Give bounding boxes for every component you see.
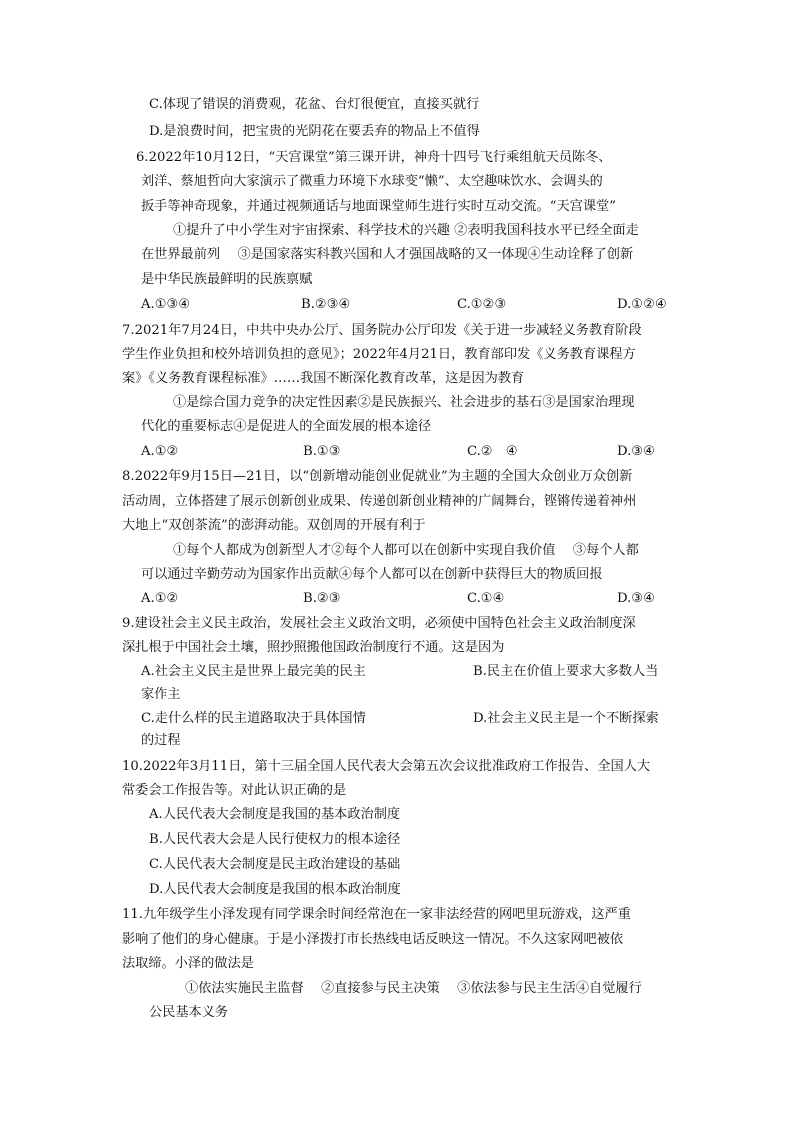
q8-item-line: ①每个人都成为创新型人才②每个人都可以在创新中实现自我价值 ③每个人都	[173, 543, 639, 558]
q10-stem-line: 常委会工作报告等。对此认识正确的是	[122, 783, 347, 798]
q8-stem-line: 活动周，立体搭建了展示创新创业成果、传递创新创业精神的广阔舞台，铿锵传递着神州	[122, 494, 637, 509]
q9-option-a: A.社会主义民主是世界上最完美的民主	[141, 664, 366, 679]
q8-item-line: 可以通过辛勤劳动为国家作出贡献④每个人都可以在创新中获得巨大的物质回报	[141, 567, 603, 582]
q11-stem-line: 法取缔。小泽的做法是	[122, 956, 254, 971]
q6-option-b: B.②③④	[301, 297, 351, 312]
q6-stem-line: 刘洋、蔡旭哲向大家演示了微重力环境下水球变“懒”、太空趣味饮水、会调头的	[141, 174, 603, 189]
q9-option-d: D.社会主义民主是一个不断探索	[473, 711, 659, 726]
q7-option-d: D.③④	[617, 444, 655, 459]
q5-option-d: D.是浪费时间，把宝贵的光阴花在要丢弃的物品上不值得	[149, 124, 480, 139]
q10-option-c: C.人民代表大会制度是民主政治建设的基础	[149, 857, 401, 872]
q9-option-b: B.民主在价值上要求大多数人当	[473, 664, 659, 679]
q7-stem-line: 7.2021年7月24日，中共中央办公厅、国务院办公厅印发《关于进一步减轻义务教育阶段	[122, 323, 642, 338]
q8-option-c: C.①④	[467, 591, 505, 606]
q9-stem-line: 深扎根于中国社会土壤，照抄照搬他国政治制度行不通。这是因为	[122, 640, 505, 655]
q6-item-line: 在世界最前列 ③是国家落实科教兴国和人才强国战略的又一体现④生动诠释了创新	[141, 247, 634, 262]
q9-option-c: C.走什么样的民主道路取决于具体国情	[141, 711, 366, 726]
q8-option-d: D.③④	[617, 591, 655, 606]
q9-option-b-continued: 家作主	[141, 687, 181, 702]
q6-option-d: D.①②④	[617, 297, 667, 312]
q7-item-line: ①是综合国力竞争的决定性因素②是民族振兴、社会进步的基石③是国家治理现	[173, 395, 635, 410]
q6-stem-line: 6.2022年10月12日，“天宫课堂”第三课开讲，神舟十四号飞行乘组航天员陈冬、	[136, 150, 612, 165]
q8-stem-line: 大地上“双创茶流”的澎湃动能。双创周的开展有利于	[122, 518, 426, 533]
q6-option-c: C.①②③	[457, 297, 507, 312]
q7-stem-line: 案》《义务教育课程标准》……我国不断深化教育改革，这是因为教育	[122, 371, 525, 386]
q11-stem-line: 影响了他们的身心健康。于是小泽拨打市长热线电话反映这一情况。不久这家网吧被依	[122, 932, 624, 947]
q8-stem-line: 8.2022年9月15日—21日，以“创新增动能创业促就业”为主题的全国大众创业万众创新	[122, 469, 633, 484]
q7-option-c: C.② ④	[467, 444, 518, 459]
q11-item-line: ①依法实施民主监督 ②直接参与民主决策 ③依法参与民主生活④自觉履行	[185, 981, 642, 996]
q9-stem-line: 9.建设社会主义民主政治，发展社会主义政治文明，必须使中国特色社会主义政治制度深	[122, 616, 636, 631]
q7-option-a: A.①②	[141, 444, 179, 459]
q6-item-line: ①提升了中小学生对宇宙探索、科学技术的兴趣 ②表明我国科技水平已经全面走	[173, 223, 639, 238]
q6-option-a: A.①③④	[141, 297, 191, 312]
q7-item-line: 代化的重要标志④是促进人的全面发展的根本途径	[141, 419, 432, 434]
q9-option-d-continued: 的过程	[141, 733, 181, 748]
q10-option-a: A.人民代表大会制度是我国的基本政治制度	[149, 807, 401, 822]
q10-stem-line: 10.2022年3月11日，第十三届全国人民代表大会第五次会议批准政府工作报告、全国人大	[122, 759, 651, 774]
q7-option-b: B.①③	[303, 444, 341, 459]
q6-stem-line: 扳手等神奇现象，并通过视频通话与地面课堂师生进行实时互动交流。“天宫课堂”	[141, 199, 617, 214]
q8-option-a: A.①②	[141, 591, 179, 606]
q8-option-b: B.②③	[303, 591, 341, 606]
q5-option-c: C.体现了错误的消费观，花盆、台灯很便宜，直接买就行	[149, 97, 480, 112]
q10-option-b: B.人民代表大会是人民行使权力的根本途径	[149, 832, 401, 847]
q11-item-line: 公民基本义务	[149, 1005, 229, 1020]
q11-stem-line: 11.九年级学生小泽发现有同学课余时间经常泡在一家非法经营的网吧里玩游戏，这严重	[122, 907, 631, 922]
q6-item-line: 是中华民族最鲜明的民族禀赋	[141, 272, 313, 287]
q7-stem-line: 学生作业负担和校外培训负担的意见》；2022年4月21日，教育部印发《义务教育课程方	[122, 347, 636, 362]
q10-option-d: D.人民代表大会制度是我国的根本政治制度	[149, 882, 401, 897]
